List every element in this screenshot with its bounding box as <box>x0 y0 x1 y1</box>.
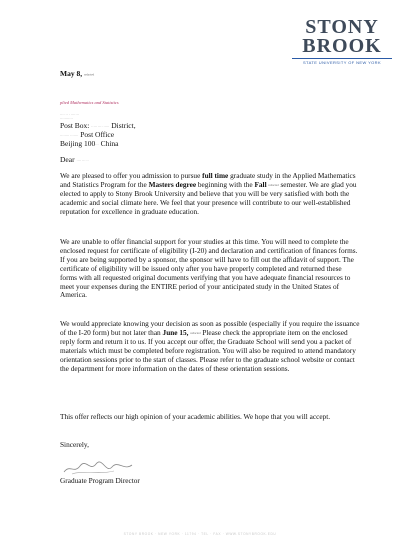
logo-line-2: BROOK <box>302 35 382 57</box>
p1-year-redaction: redacted <box>268 182 279 187</box>
recipient-address <box>60 113 136 148</box>
salutation <box>60 155 89 164</box>
department-line: plied Mathematics and Statistics <box>60 100 119 105</box>
p1-text-a: We are pleased to offer you admission to pursue <box>60 171 201 180</box>
page-footer: STONY BROOK · NEW YORK · 11794 · TEL · FAX · WWW.STONYBROOK.EDU <box>123 532 277 536</box>
salutation-text: Dear <box>60 155 75 164</box>
address-post-box <box>60 121 136 130</box>
signer-title: Graduate Program Director <box>60 476 140 485</box>
logo-subtitle: STATE UNIVERSITY OF NEW YORK <box>292 58 392 65</box>
post-box-district: District, <box>111 121 136 130</box>
p1-fall: Fall <box>254 180 267 190</box>
address-city <box>60 139 136 148</box>
city-redaction: ··· <box>95 143 99 147</box>
closing: Sincerely, <box>60 440 89 449</box>
address-post-office <box>60 130 136 139</box>
paragraph-4: This offer reflects our high opinion of your academic abilities. We hope that you will accept. <box>60 412 331 421</box>
p1-text-g: semester. We are glad you elected to apply to Stony Brook University and believe that you will be very satisfied with both the academic and social climate here. We feel that your presence will contribute to our well-established reputation for excellence in graduate education. <box>60 180 357 216</box>
p1-full-time: full time <box>202 171 229 180</box>
post-box-label: Post Box: <box>60 121 90 130</box>
post-box-redaction: ····· ···· ····· <box>91 125 110 129</box>
salutation-redaction: ···· ··· ·· <box>76 158 89 163</box>
p1-text-c: graduate study in the Applied Mathematics and Statistics Program for the <box>60 171 356 190</box>
paragraph-1 <box>60 172 360 217</box>
date-redaction: redacted <box>83 72 95 77</box>
logo-line-1: STONY <box>305 16 379 38</box>
stony-brook-logo <box>292 18 392 65</box>
post-office-redaction: ········ ······· <box>60 134 79 138</box>
post-office-label: Post Office <box>80 130 115 139</box>
paragraph-3 <box>60 320 360 374</box>
p1-text-e: beginning with the <box>197 180 253 190</box>
address-redacted-1: ···· ·· · ······· <box>60 113 79 117</box>
signature-scribble <box>62 458 142 478</box>
paragraph-2: We are unable to offer financial support for your studies at this time. You will need to complete the enclosed request for certificate of eligibility (I-20) and declaration and certification of finances forms. If you are being supported by a sponsor, the sponsor will have to fill out the affidavit of support. The certificate of eligibility will be issued only after you have properly completed and returned these forms with all requested original documents verifying that you have adequate financial resources to meet your expenses during the ENTIRE period of your anticipated study in the United States of America. <box>60 237 358 300</box>
city-text: Beijing 100 <box>60 139 96 148</box>
p3-text-c: Please check the appropriate item on the enclosed reply form and return it to us. If you accept our offer, the Graduate School will send you a packet of materials which must be completed before registration. You will also be required to attend mandatory orientation sessions prior to the start of classes. Please refer to the graduate school website or contact the department for more information on the dates of these orientation sessions. <box>60 328 356 373</box>
letter-date <box>60 69 94 78</box>
p3-year-redaction: redacted <box>190 330 201 335</box>
p3-deadline: June 15, <box>162 328 189 338</box>
date-text: May 8, <box>60 69 83 78</box>
country-text: China <box>100 139 119 148</box>
p1-masters-degree: Masters degree <box>148 180 197 190</box>
address-redacted-2: ··········· <box>60 117 73 121</box>
p3-text-a: We would appreciate knowing your decision as soon as possible (especially if you require the issuance of the I-20 form) but not later than <box>60 319 360 338</box>
